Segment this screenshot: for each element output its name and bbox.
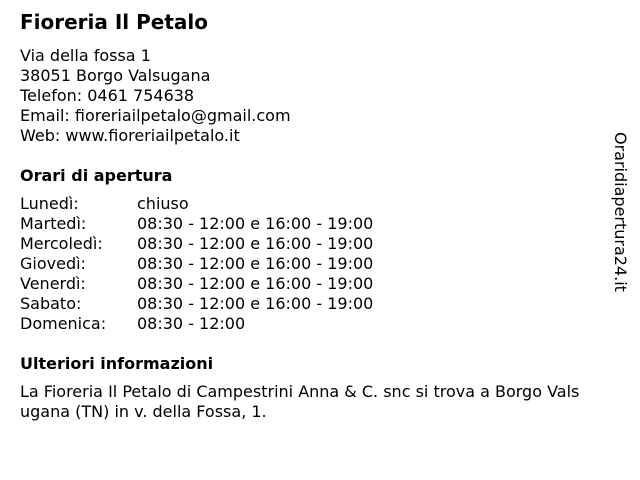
hours-row-friday [20, 274, 600, 294]
website-address: Web: www.fioreriailpetalo.it [20, 126, 240, 145]
hours-row-monday [20, 194, 600, 214]
hours-row-tuesday [20, 214, 600, 234]
street-address: Via della fossa 1 [20, 46, 151, 65]
further-info-heading: Ulteriori informazioni [20, 354, 214, 373]
day-hours: 08:30 - 12:00 [137, 314, 246, 333]
business-card [20, 8, 600, 422]
address-block [20, 46, 600, 146]
email-address: Email: fioreriailpetalo@gmail.com [20, 106, 291, 125]
hours-row-thursday [20, 254, 600, 274]
day-label: Martedì: [20, 214, 87, 233]
city-address: 38051 Borgo Valsugana [20, 66, 211, 85]
day-label: Domenica: [20, 314, 107, 333]
day-hours: 08:30 - 12:00 e 16:00 - 19:00 [137, 234, 374, 253]
further-info-text: La Fioreria Il Petalo di Campestrini Anna & C. snc si trova a Borgo Valsugana (TN) in v. della Fossa, 1. [20, 382, 580, 421]
hours-row-wednesday [20, 234, 600, 254]
opening-hours-table [20, 194, 600, 334]
opening-hours-heading: Orari di apertura [20, 166, 173, 185]
day-hours: 08:30 - 12:00 e 16:00 - 19:00 [137, 274, 374, 293]
business-name: Fioreria Il Petalo [20, 10, 208, 34]
site-brand-vertical: Oraridiapertura24.it [611, 132, 630, 292]
day-hours: chiuso [137, 194, 189, 213]
day-hours: 08:30 - 12:00 e 16:00 - 19:00 [137, 294, 374, 313]
day-label: Mercoledì: [20, 234, 103, 253]
day-label: Sabato: [20, 294, 82, 313]
day-hours: 08:30 - 12:00 e 16:00 - 19:00 [137, 254, 374, 273]
phone-number: Telefon: 0461 754638 [20, 86, 195, 105]
day-label: Venerdì: [20, 274, 86, 293]
hours-row-saturday [20, 294, 600, 314]
day-hours: 08:30 - 12:00 e 16:00 - 19:00 [137, 214, 374, 233]
day-label: Giovedì: [20, 254, 86, 273]
day-label: Lunedì: [20, 194, 79, 213]
hours-row-sunday [20, 314, 600, 334]
